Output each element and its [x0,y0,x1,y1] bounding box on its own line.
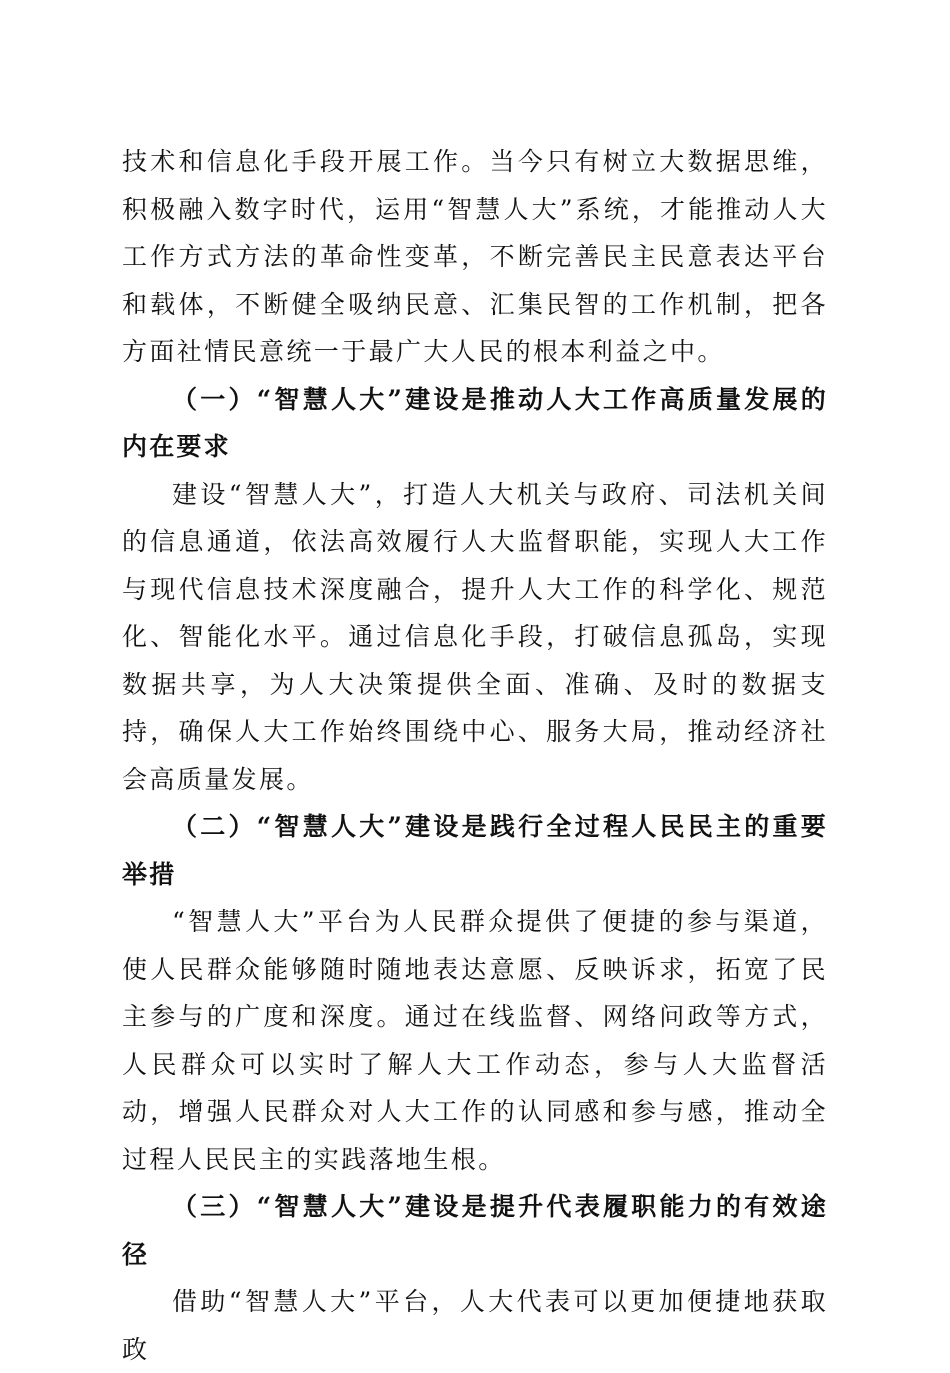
document-page [122,138,828,1373]
body-paragraph-1: 技术和信息化手段开展工作。当今只有树立大数据思维，积极融入数字时代，运用“智慧人大”系统，才能推动人大工作方式方法的革命性变革，不断完善民主民意表达平台和载体，不断健全吸纳民意、汇集民智的工作机制，把各方面社情民意统一于最广大人民的根本利益之中。 [122,147,828,366]
section-heading-2: （二）“智慧人大”建设是践行全过程人民民主的重要举措 [122,812,828,889]
body-paragraph-4: 借助“智慧人大”平台，人大代表可以更加便捷地获取政 [122,1287,828,1364]
section-heading-1: （一）“智慧人大”建设是推动人大工作高质量发展的内在要求 [122,384,828,461]
body-paragraph-3: “智慧人大”平台为人民群众提供了便捷的参与渠道，使人民群众能够随时随地表达意愿、反映诉求，拓宽了民主参与的广度和深度。通过在线监督、网络问政等方式，人民群众可以实时了解人大工作动态，参与人大监督活动，增强人民群众对人大工作的认同感和参与感，推动全过程人民民主的实践落地生根。 [122,907,828,1174]
section-heading-3: （三）“智慧人大”建设是提升代表履职能力的有效途径 [122,1192,828,1269]
body-paragraph-2: 建设“智慧人大”，打造人大机关与政府、司法机关间的信息通道，依法高效履行人大监督职能，实现人大工作与现代信息技术深度融合，提升人大工作的科学化、规范化、智能化水平。通过信息化手段，打破信息孤岛，实现数据共享，为人大决策提供全面、准确、及时的数据支持，确保人大工作始终围绕中心、服务大局，推动经济社会高质量发展。 [122,479,828,794]
